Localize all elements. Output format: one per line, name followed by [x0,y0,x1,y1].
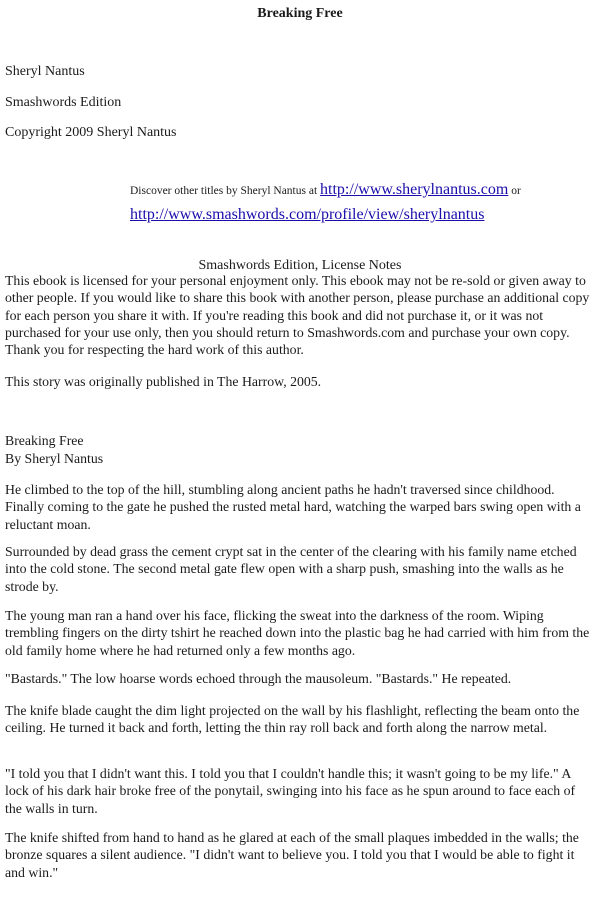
story-paragraph: He climbed to the top of the hill, stumbling along ancient paths he hadn't traversed since childhood. Finally coming to the gate he pushed the rusted metal hard, watching the warped bars swing open with a reluctant moan. [5,482,581,532]
license-text: This ebook is licensed for your personal enjoyment only. This ebook may not be re-sold or given away to other people. If you would like to share this book with another person, please purchase an additional copy for each person you share it with. If you're reading this book and did not purchase it, or it was not purchased for your use only, then you should return to Smashwords.com and purchase your own copy. Thank you for respecting the hard work of this author. [5,273,590,358]
story-byline: By Sheryl Nantus [5,451,104,466]
discover-or: or [508,185,521,197]
discover-block [130,178,570,227]
story-paragraph: "I told you that I didn't want this. I told you that I couldn't handle this; it wasn't going to be my life." A lock of his dark hair broke free of the ponytail, swinging into his face as he spun around to face each of the walls in turn. [5,766,576,816]
smashwords-profile-link[interactable]: http://www.smashwords.com/profile/view/sherylnantus [130,206,485,223]
publication-note: This story was originally published in The Harrow, 2005. [5,374,322,389]
story-title: Breaking Free [5,433,84,448]
story-paragraph: The young man ran a hand over his face, flicking the sweat into the darkness of the room. Wiping trembling fingers on the dirty tshirt he reached down into the plastic bag he had carried with him from the old family home where he had returned only a few months ago. [5,608,590,658]
copyright-line: Copyright 2009 Sheryl Nantus [5,125,177,140]
discover-text: Discover other titles by Sheryl Nantus at [130,185,321,197]
story-paragraph: Surrounded by dead grass the cement crypt sat in the center of the clearing with his family name etched into the cold stone. The second metal gate flew open with a sharp push, smashing into the walls as he strode by. [5,544,577,594]
story-paragraph: The knife shifted from hand to hand as he glared at each of the small plaques imbedded in the walls; the bronze squares a silent audience. "I didn't want to believe you. I told you that I would be able to fight it and win." [5,830,579,880]
document-title: Breaking Free [257,6,343,21]
author-website-link[interactable]: http://www.sherylnantus.com [320,181,509,198]
edition-label: Smashwords Edition [5,95,122,110]
author-name: Sheryl Nantus [5,64,85,79]
story-paragraph: The knife blade caught the dim light projected on the wall by his flashlight, reflecting the beam onto the ceiling. He turned it back and forth, letting the thin ray roll back and forth along the narrow metal. [5,703,580,736]
story-paragraph: "Bastards." The low hoarse words echoed through the mausoleum. "Bastards." He repeated. [5,671,512,686]
license-heading: Smashwords Edition, License Notes [198,258,402,273]
